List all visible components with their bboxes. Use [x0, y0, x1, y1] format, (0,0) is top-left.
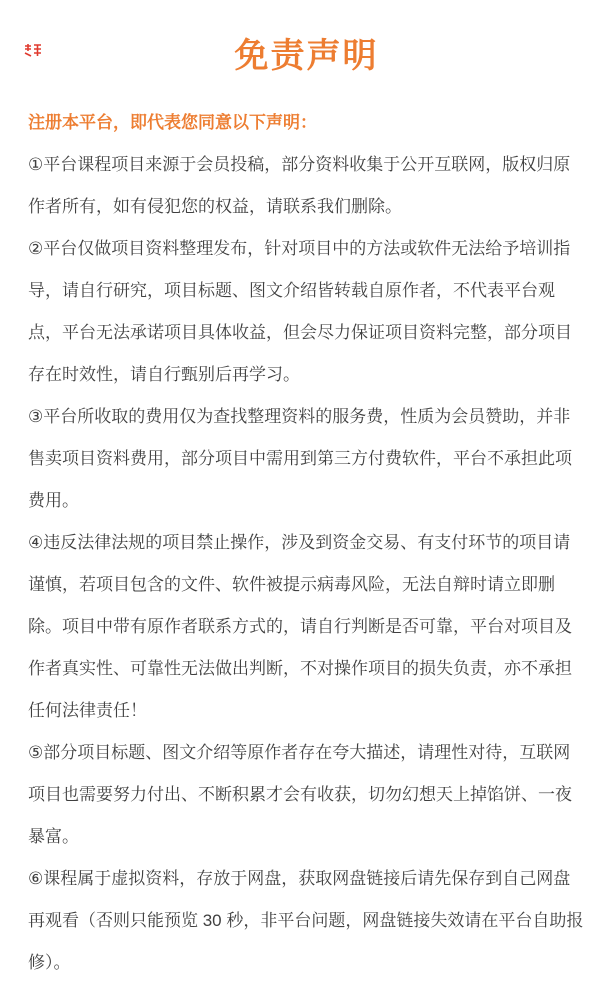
disclaimer-paragraph-6: ⑥课程属于虚拟资料，存放于网盘，获取网盘链接后请先保存到自己网盘再观看（否则只能预览 30 秒，非平台问题，网盘链接失效请在平台自助报修）。 [28, 869, 584, 972]
disclaimer-body [28, 102, 587, 984]
red-stamp-icon [23, 43, 43, 58]
disclaimer-document [0, 37, 613, 972]
disclaimer-paragraph-2: ②平台仅做项目资料整理发布，针对项目中的方法或软件无法给予培训指导，请自行研究，项目标题、图文介绍皆转载自原作者，不代表平台观点，平台无法承诺项目具体收益，但会尽力保证项目资料完整，部分项目存在时效性，请自行甄别后再学习。 [28, 239, 572, 384]
disclaimer-paragraph-1: ①平台课程项目来源于会员投稿，部分资料收集于公开互联网，版权归原作者所有，如有侵犯您的权益，请联系我们删除。 [28, 155, 571, 216]
page-title: 免责声明 [234, 37, 379, 75]
intro-statement: 注册本平台，即代表您同意以下声明： [28, 113, 317, 132]
disclaimer-paragraph-5: ⑤部分项目标题、图文介绍等原作者存在夸大描述，请理性对待，互联网项目也需要努力付出、不断积累才会有收获，切勿幻想天上掉馅饼、一夜暴富。 [28, 743, 572, 846]
disclaimer-paragraph-4: ④违反法律法规的项目禁止操作，涉及到资金交易、有支付环节的项目请谨慎，若项目包含的文件、软件被提示病毒风险，无法自辩时请立即删除。项目中带有原作者联系方式的，请自行判断是否可靠，平台对项目及作者真实性、可靠性无法做出判断，不对操作项目的损失负责，亦不承担任何法律责任！ [28, 533, 572, 720]
disclaimer-paragraph-3: ③平台所收取的费用仅为查找整理资料的服务费，性质为会员赞助，并非售卖项目资料费用，部分项目中需用到第三方付费软件，平台不承担此项费用。 [28, 407, 572, 510]
